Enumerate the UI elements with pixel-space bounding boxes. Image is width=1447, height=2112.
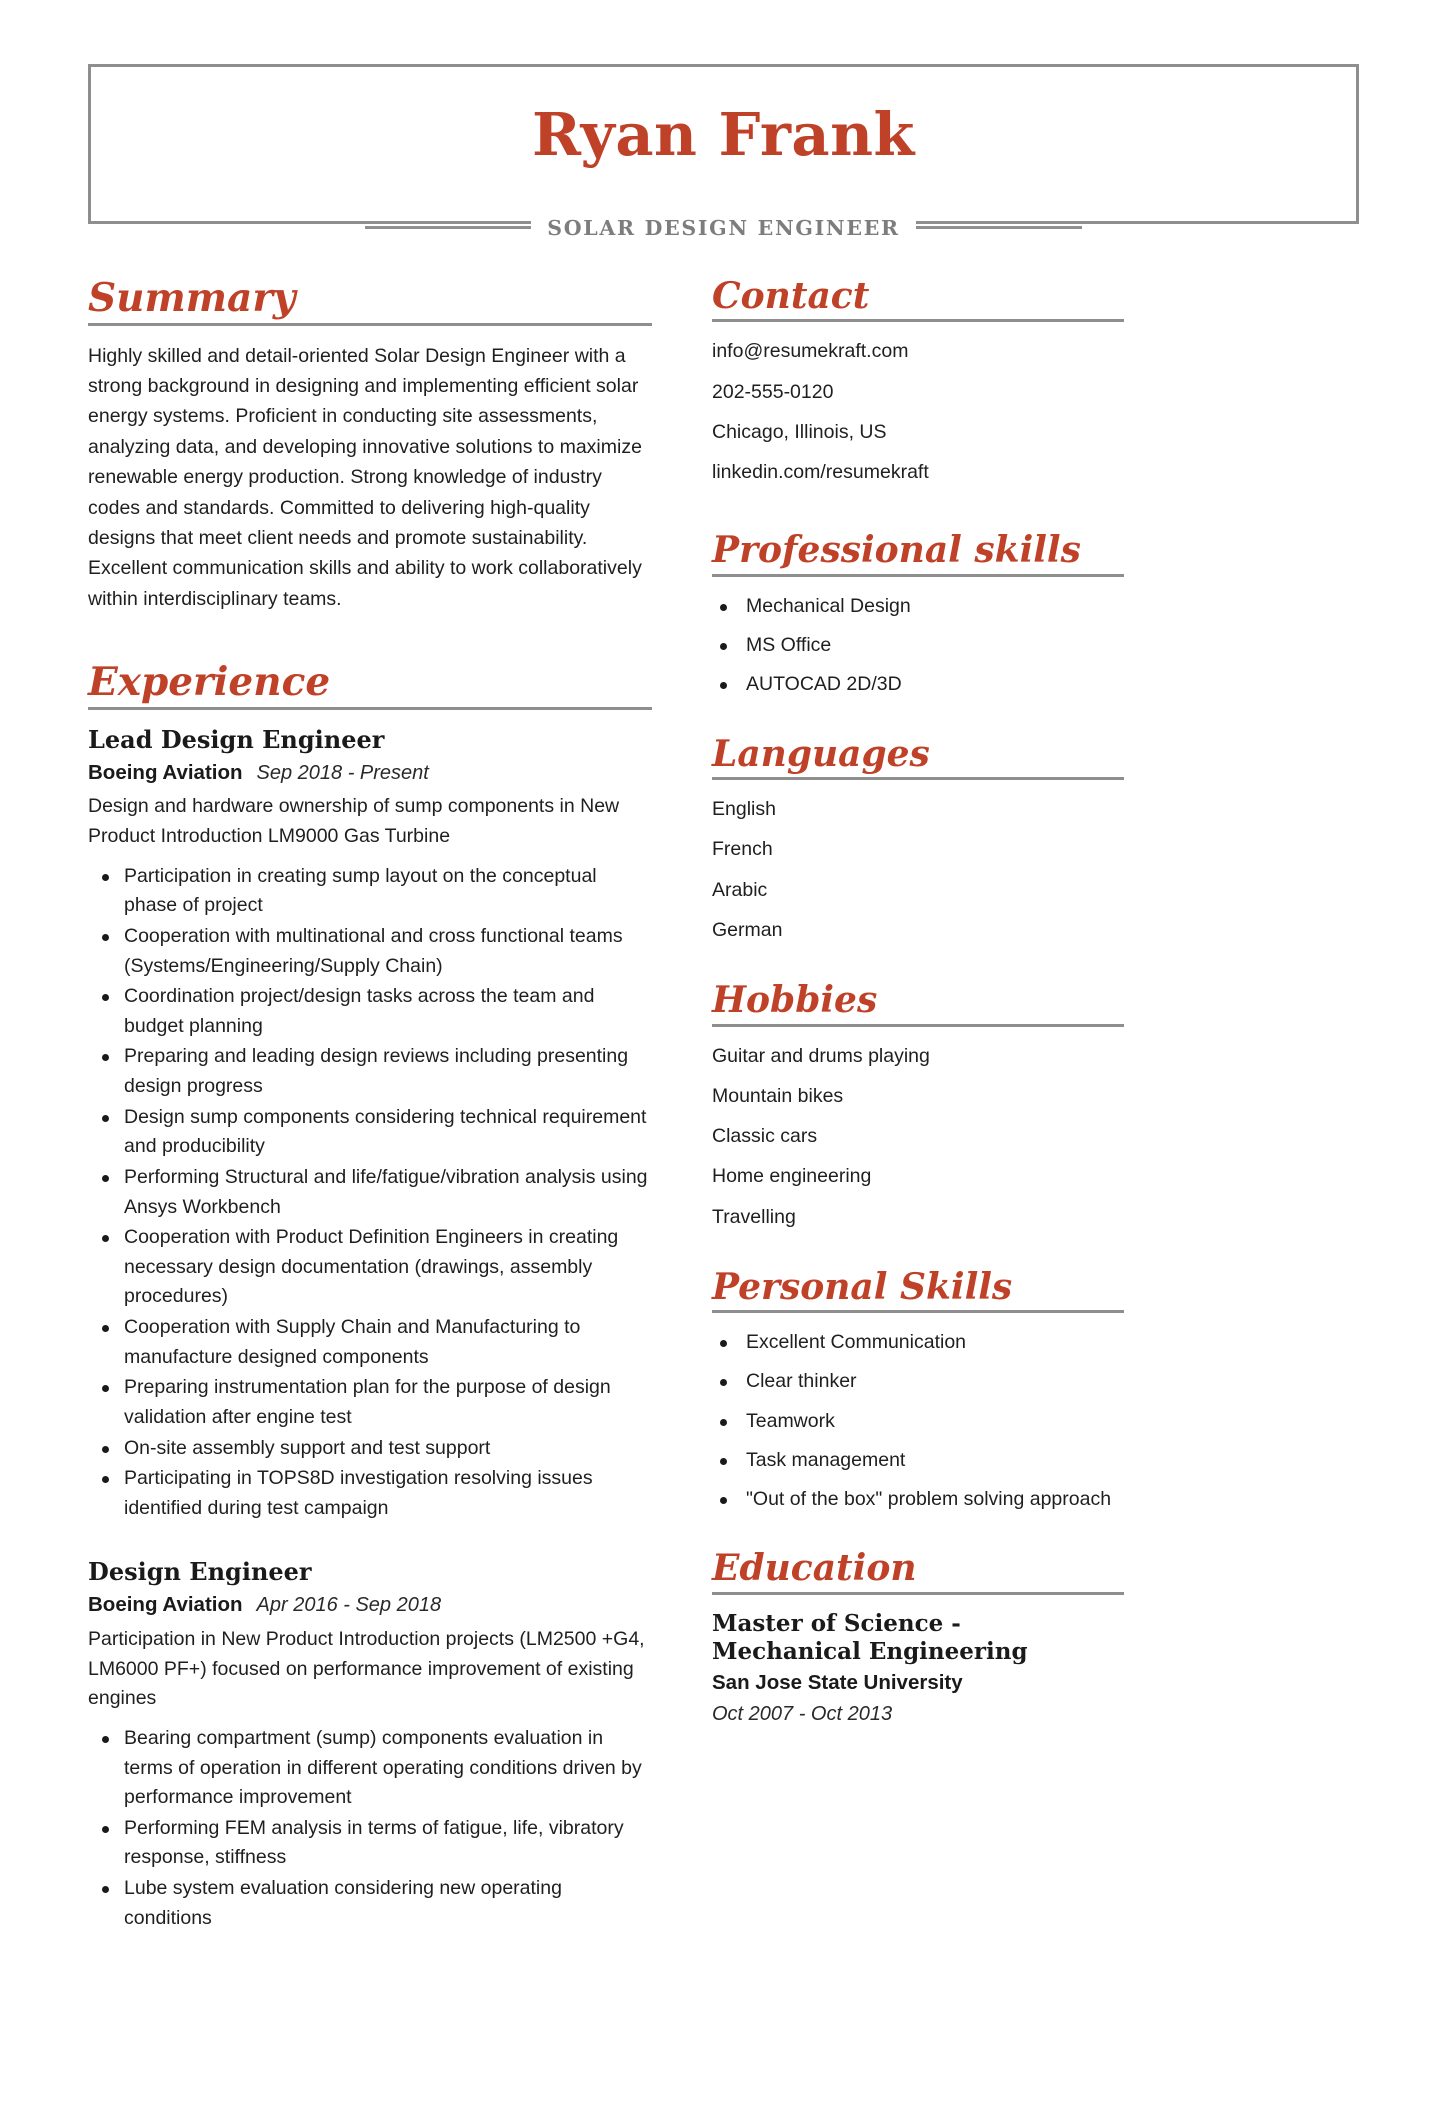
list-item: English	[712, 798, 776, 821]
list-item: German	[712, 918, 783, 941]
list-item: Design sump components considering technical requirement and producibility	[88, 1103, 652, 1162]
languages-list	[712, 795, 1124, 945]
candidate-name: Ryan Frank	[532, 100, 915, 169]
list-item: Classic cars	[712, 1125, 818, 1147]
list-item: Coordination project/design tasks across the team and budget planning	[88, 982, 652, 1041]
job-title: Design Engineer	[88, 1557, 312, 1587]
resume-header	[88, 64, 1359, 240]
spacer	[88, 618, 652, 662]
list-item: Task management	[712, 1446, 1124, 1475]
summary-text: Highly skilled and detail-oriented Solar Design Engineer with a strong background in designing and implementing efficient solar energy systems. Proficient in conducting site assessments, analyzing data, and developing innovative solutions to maximize renewable energy production. Strong knowledge of industry codes and standards. Committed to delivering high-quality designs that meet client needs and promote sustainability. Excellent communication skills and ability to work collaboratively within interdisciplinary teams.	[88, 344, 642, 610]
sidebar-column	[712, 275, 1124, 1731]
section-rule	[712, 777, 1124, 780]
list-item: "Out of the box" problem solving approach	[712, 1485, 1124, 1514]
list-item: Participating in TOPS8D investigation resolving issues identified during test campaign	[88, 1464, 652, 1523]
list-item: Cooperation with multinational and cross functional teams (Systems/Engineering/Supply Chain)	[88, 922, 652, 981]
list-item: Performing FEM analysis in terms of fatigue, life, vibratory response, stiffness	[88, 1814, 652, 1873]
experience-item	[88, 1557, 652, 1933]
professional-skills-list	[712, 592, 1124, 700]
spacer	[712, 498, 1124, 532]
contact-list	[712, 337, 1124, 487]
resume-page	[0, 64, 1447, 2112]
candidate-title-row	[91, 215, 1356, 240]
list-item: Preparing instrumentation plan for the purpose of design validation after engine test	[88, 1373, 652, 1432]
job-bullet-list	[88, 1724, 652, 1933]
list-item: Travelling	[712, 1205, 796, 1228]
section-rule	[88, 707, 652, 710]
section-title-languages: Languages	[712, 732, 930, 775]
spacer	[88, 1531, 652, 1557]
job-bullet-list	[88, 862, 652, 1524]
list-item: Cooperation with Product Definition Engineers in creating necessary design documentation (drawings, assembly procedures)	[88, 1223, 652, 1312]
list-item: Performing Structural and life/fatigue/vibration analysis using Ansys Workbench	[88, 1163, 652, 1222]
list-item: Teamwork	[712, 1407, 1124, 1436]
job-title: Lead Design Engineer	[88, 724, 385, 754]
contact-email[interactable]: info@resumekraft.com	[712, 340, 909, 363]
spacer	[712, 710, 1124, 736]
hobbies-list	[712, 1042, 1124, 1232]
resume-columns	[88, 275, 1359, 1941]
personal-skills-list	[712, 1328, 1124, 1514]
job-dates: Sep 2018 - Present	[256, 761, 429, 784]
section-personal-skills	[712, 1265, 1124, 1515]
list-item: Guitar and drums playing	[712, 1044, 930, 1067]
list-item: Arabic	[712, 878, 768, 901]
job-description: Participation in New Product Introduction projects (LM2500 +G4, LM6000 PF+) focused on performance improvement of existing engines	[88, 1628, 645, 1710]
list-item: AUTOCAD 2D/3D	[712, 670, 1124, 699]
education-school: San Jose State University	[712, 1670, 963, 1694]
list-item: Home engineering	[712, 1165, 872, 1188]
section-title-hobbies: Hobbies	[712, 979, 878, 1022]
list-item: Clear thinker	[712, 1367, 1124, 1396]
section-rule	[88, 323, 652, 326]
section-title-professional-skills: Professional skills	[712, 529, 1081, 572]
job-company: Boeing Aviation	[88, 760, 243, 784]
education-degree: Master of Science - Mechanical Engineering	[712, 1609, 1028, 1665]
experience-item	[88, 725, 652, 1524]
job-meta	[88, 1592, 652, 1619]
job-company: Boeing Aviation	[88, 1593, 243, 1617]
subtitle-rule-right	[916, 226, 1082, 229]
contact-linkedin[interactable]: linkedin.com/resumekraft	[712, 461, 929, 484]
education-dates: Oct 2007 - Oct 2013	[712, 1702, 893, 1725]
section-title-contact: Contact	[712, 275, 870, 317]
list-item: Participation in creating sump layout on the conceptual phase of project	[88, 862, 652, 921]
education-item	[712, 1610, 1124, 1727]
section-title-experience: Experience	[88, 659, 331, 706]
list-item: MS Office	[712, 631, 1124, 660]
candidate-job-title: SOLAR DESIGN ENGINEER	[531, 218, 916, 239]
section-education	[712, 1547, 1124, 1726]
list-item: Cooperation with Supply Chain and Manufacturing to manufacture designed components	[88, 1313, 652, 1372]
section-title-personal-skills: Personal Skills	[712, 1265, 1013, 1308]
list-item: On-site assembly support and test support	[88, 1434, 652, 1464]
section-rule	[712, 1592, 1124, 1595]
section-professional-skills	[712, 529, 1124, 699]
section-rule	[712, 1024, 1124, 1027]
list-item: Excellent Communication	[712, 1328, 1124, 1357]
spacer	[712, 1243, 1124, 1269]
section-languages	[712, 732, 1124, 945]
list-item: Preparing and leading design reviews including presenting design progress	[88, 1042, 652, 1101]
list-item: Mountain bikes	[712, 1084, 844, 1107]
list-item: French	[712, 838, 773, 861]
job-dates: Apr 2016 - Sep 2018	[256, 1594, 442, 1617]
list-item: Mechanical Design	[712, 592, 1124, 621]
section-title-education: Education	[712, 1547, 917, 1590]
list-item: Lube system evaluation considering new operating conditions	[88, 1874, 652, 1933]
section-rule	[712, 319, 1124, 322]
subtitle-rule-left	[365, 226, 531, 229]
contact-location: Chicago, Illinois, US	[712, 420, 887, 443]
section-contact	[712, 275, 1124, 487]
contact-phone[interactable]: 202-555-0120	[712, 380, 834, 403]
section-hobbies	[712, 979, 1124, 1232]
section-rule	[712, 1310, 1124, 1313]
job-description: Design and hardware ownership of sump components in New Product Introduction LM9000 Gas Turbine	[88, 795, 620, 848]
job-meta	[88, 760, 652, 787]
section-summary	[88, 275, 652, 614]
section-title-summary: Summary	[88, 275, 296, 321]
main-column	[88, 275, 688, 1941]
section-experience	[88, 659, 652, 1933]
list-item: Bearing compartment (sump) components evaluation in terms of operation in different operating conditions driven by performance improvement	[88, 1724, 652, 1813]
section-rule	[712, 574, 1124, 577]
